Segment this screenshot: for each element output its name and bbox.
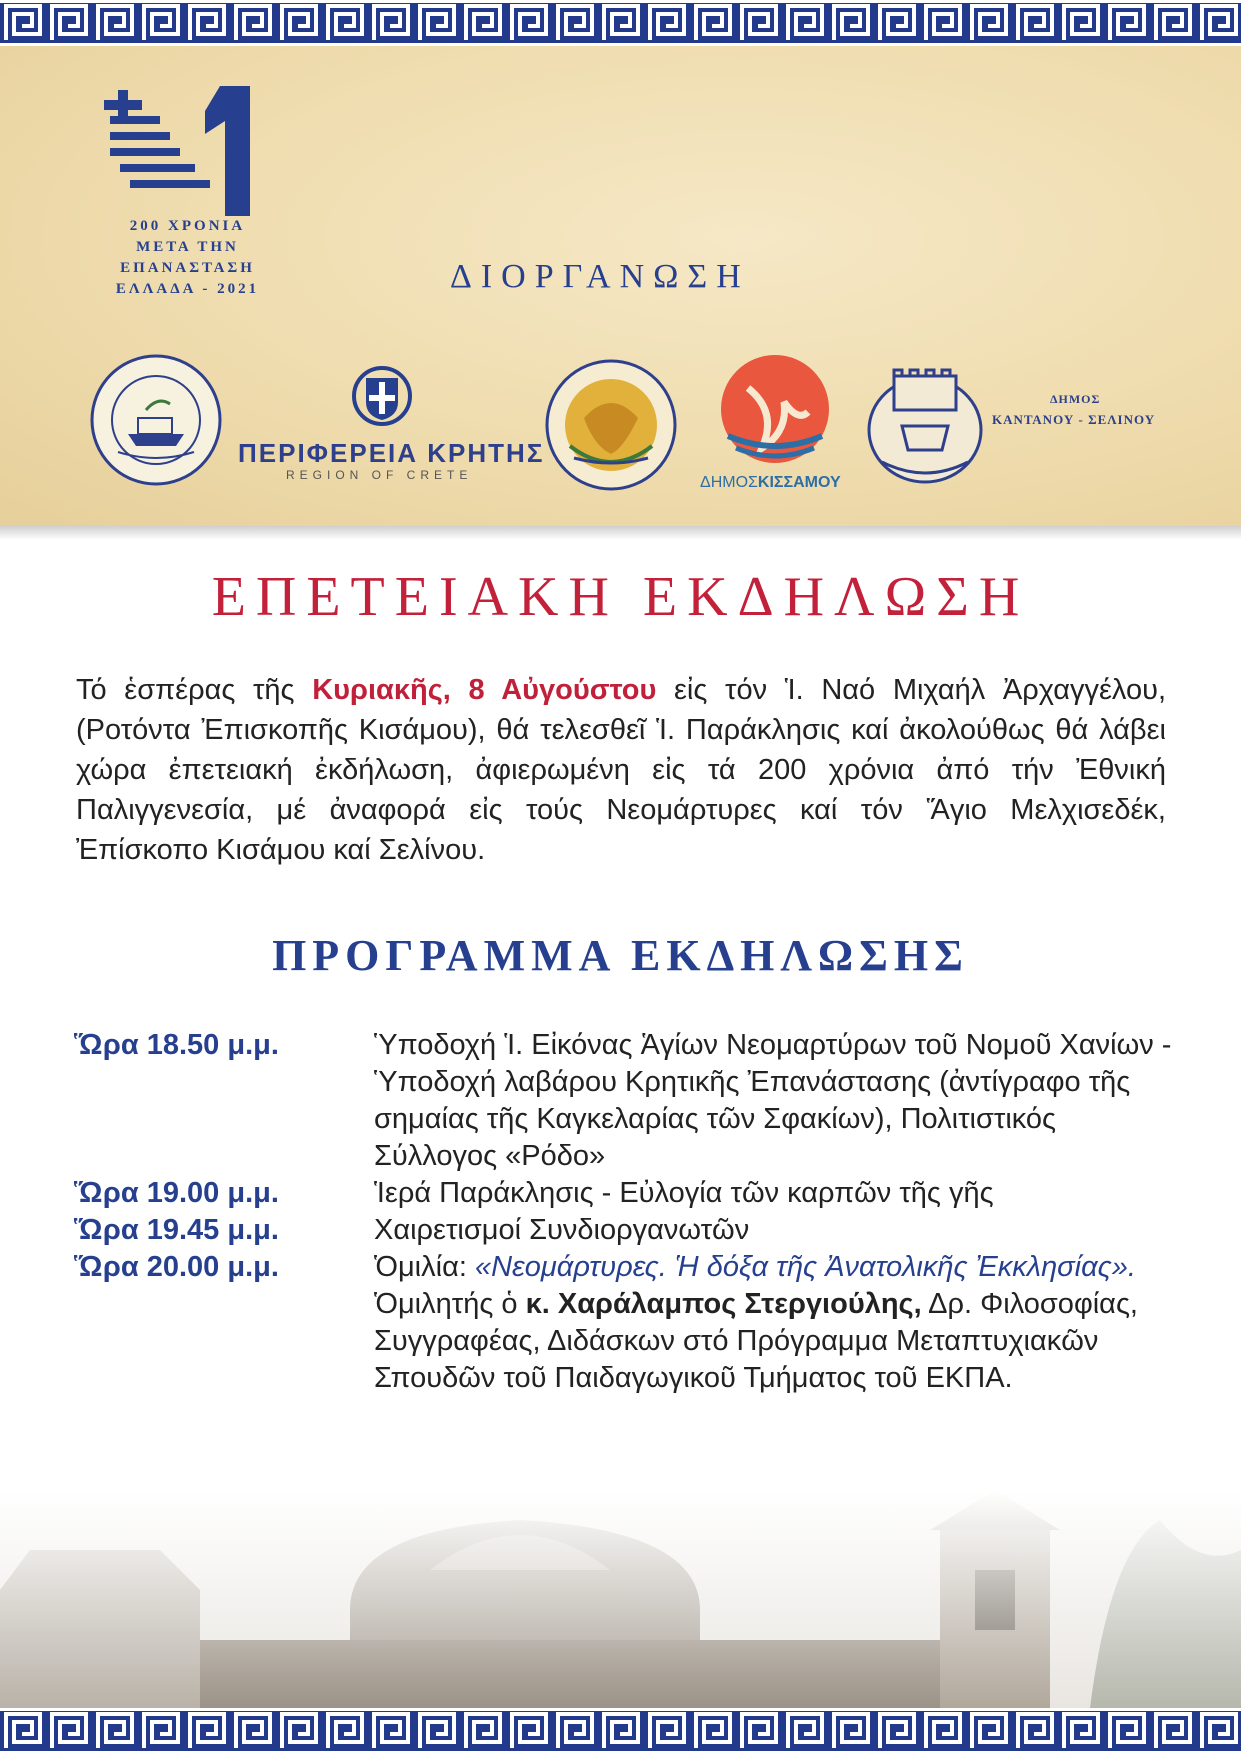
organizers-title: ΔΙΟΡΓΑΝΩΣΗ [450, 258, 750, 295]
event-title: ΕΠΕΤΕΙΑΚΗ ΕΚΔΗΛΩΣΗ [211, 566, 1030, 628]
program-row [74, 1249, 1174, 1397]
kissamos-prefix: ΔΗΜΟΣ [700, 474, 758, 491]
kantanos-caption-line-2: ΚΑΝΤΑΝΟΥ - ΣΕΛΙΝΟΥ [992, 412, 1156, 427]
intro-after: εἰς τόν Ἱ. Ναό Μιχαήλ Ἀρχαγγέλου, (Ροτόντα Ἐπισκοπῆς Κισάμου), θά τελεσθεῖ Ἱ. Παράκλησις καί ἀκολούθως θά λάβει χώρα ἐπετειακή ἐκδήλωση, ἀφιερωμένη εἰς τά 200 χρόνια ἀπό τήν Ἐθνική Παλιγγενεσία, μέ ἀναφορά εἰς τούς Νεομάρτυρες καί τόν Ἅγιο Μελχισεδέκ, Ἐπίσκοπο Κισάμου καί Σελίνου. [76, 674, 1167, 866]
program-time: Ὥρα 18.50 μ.μ. [74, 1029, 279, 1061]
program-text: Ὑποδοχή Ἱ. Εἰκόνας Ἁγίων Νεομαρτύρων τοῦ Νομοῦ Χανίων - Ὑποδοχή λαβάρου Κρητικῆς Ἐπανάστασης (ἀντίγραφο τῆς σημαίας τῆς Καγκελαρίας τῶν Σφακίων), Πολιτιστικός Σύλλογος «Ρόδο» [374, 1029, 1172, 1172]
program-time: Ὥρα 19.45 μ.μ. [74, 1214, 279, 1246]
top-meander-border [0, 0, 1241, 46]
greek-coat-of-arms-icon [350, 364, 414, 428]
kissamos-municipality-logo [718, 352, 832, 466]
program-mid: Ὁμιλητής ὁ [374, 1288, 526, 1320]
program-title: ΠΡΟΓΡΑΜΜΑ ΕΚΔΗΛΩΣΗΣ [272, 931, 969, 980]
anniversary-caption [90, 216, 285, 300]
program-text [374, 1249, 1174, 1397]
intro-paragraph [76, 670, 1166, 870]
program-text: Ἱερά Παράκλησις - Εὐλογία τῶν καρπῶν τῆς γῆς [374, 1177, 994, 1209]
anniversary-line-2: ΜΕΤΑ ΤΗΝ [136, 239, 239, 255]
metropolis-seal-logo [88, 352, 224, 488]
anniversary-line-3: ΕΠΑΝΑΣΤΑΣΗ [120, 260, 255, 276]
kantanos-selino-logo [862, 366, 988, 486]
anniversary-line-1: 200 ΧΡΟΝΙΑ [129, 218, 246, 234]
speaker-bio: Δρ. Φιλοσοφίας, Συγγραφέας, Διδάσκων στό Πρόγραμμα Μεταπτυχιακῶν Σπουδῶν τοῦ Παιδαγωγικοῦ Τμήματος τοῦ ΕΚΠΑ. [374, 1288, 1138, 1394]
kissamos-caption [700, 474, 841, 492]
program-row [74, 1027, 1174, 1175]
program-row [74, 1212, 1174, 1249]
lecture-title: «Νεομάρτυρες. Ἡ δόξα τῆς Ἀνατολικῆς Ἐκκλησίας». [474, 1251, 1136, 1283]
program-row [74, 1175, 1174, 1212]
organizers-header [0, 46, 1241, 526]
program-time: Ὥρα 20.00 μ.μ. [74, 1251, 279, 1283]
kantanos-caption-line-1: ΔΗΜΟΣ [1050, 392, 1101, 406]
speaker-name: κ. Χαράλαμπος Στεργιούλης, [525, 1288, 922, 1320]
program-time: Ὥρα 19.00 μ.μ. [74, 1177, 279, 1209]
bottom-meander-border [0, 1708, 1241, 1754]
program-lead: Ὁμιλία: [374, 1251, 475, 1283]
region-name: ΠΕΡΙΦΕΡΕΙΑ ΚΡΗΤΗΣ [238, 438, 545, 468]
church-background-image [0, 1490, 1241, 1708]
program-list [74, 1027, 1174, 1397]
greece-2021-logo [100, 86, 280, 216]
region-subtitle: REGION OF CRETE [286, 468, 473, 482]
anniversary-line-4: ΕΛΛΑΔΑ - 2021 [115, 281, 260, 297]
intro-date: Κυριακῆς, 8 Αὐγούστου [312, 674, 657, 706]
program-text: Χαιρετισμοί Συνδιοργανωτῶν [374, 1214, 750, 1246]
kissamos-name: ΚΙΣΣΑΜΟΥ [757, 474, 841, 491]
intro-before: Τό ἑσπέρας τῆς [76, 674, 313, 706]
platanias-municipality-logo [544, 358, 678, 492]
